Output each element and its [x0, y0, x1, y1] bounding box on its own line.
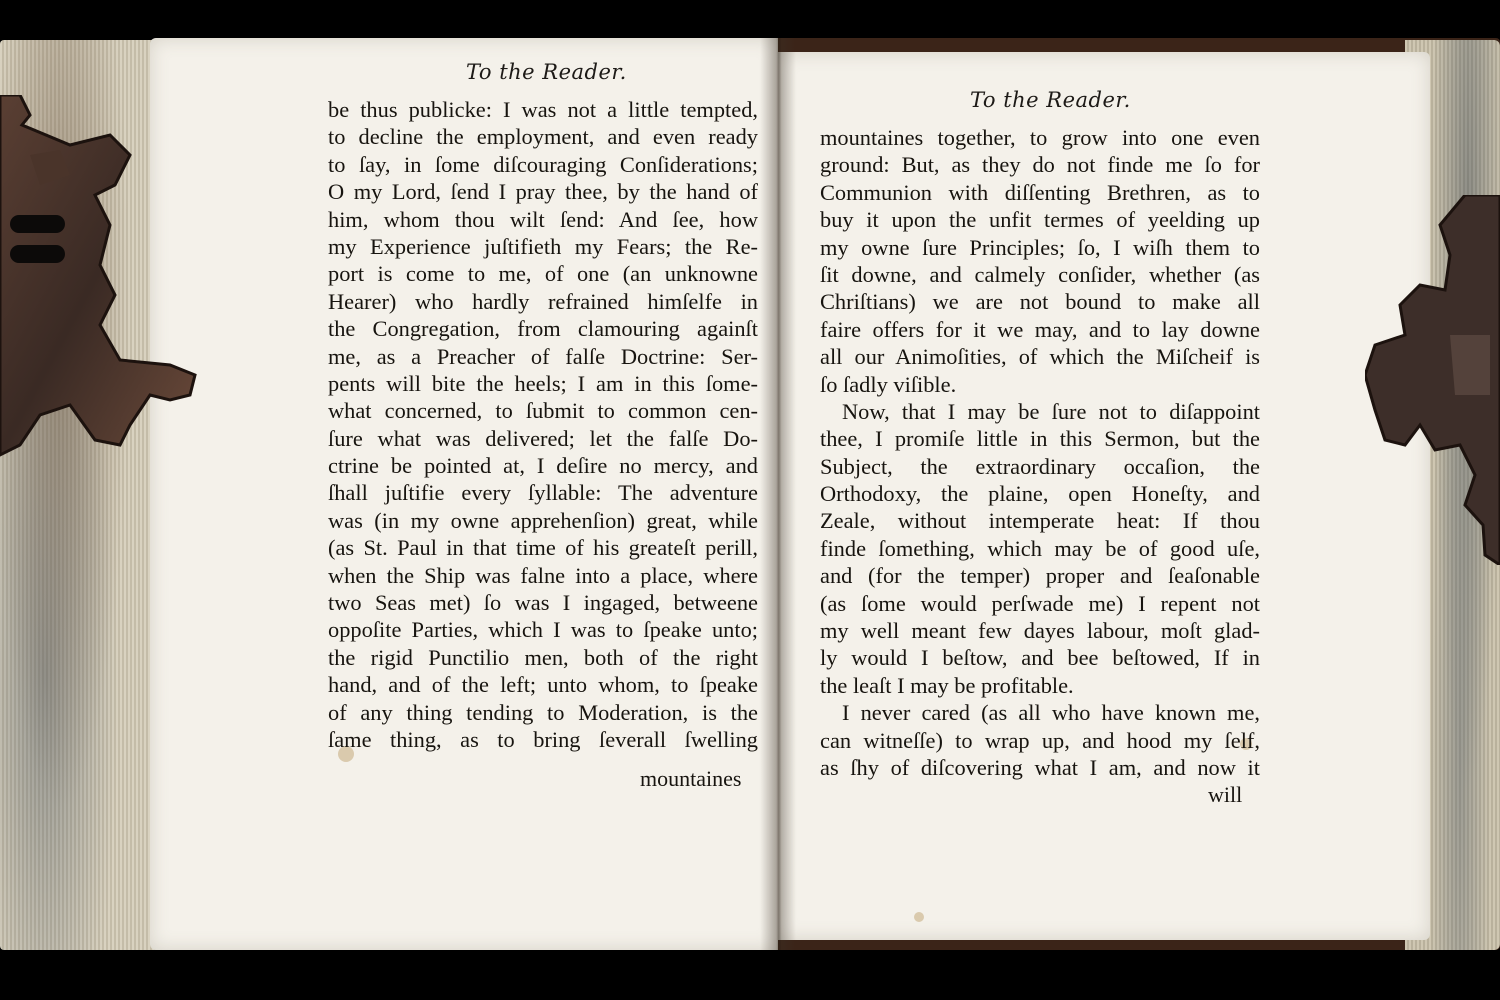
- text-line: thee, I promiſe little in this Sermon, but the: [820, 426, 1260, 452]
- paper-stain: [914, 912, 924, 922]
- text-line: can witneſſe) to wrap up, and hood my ſelf,: [820, 727, 1260, 753]
- text-line: my Experience juſtifieth my Fears; the Re-: [328, 233, 758, 259]
- text-line: be thus publicke: I was not a little tempted,: [328, 97, 758, 122]
- text-line: to ſay, in ſome diſcouraging Conſiderations;: [328, 151, 758, 177]
- text-line: ſit downe, and calmely conſider, whether (as: [820, 261, 1260, 287]
- text-line: me, as a Preacher of falſe Doctrine: Ser-: [328, 343, 758, 369]
- text-line: two Seas met) ſo was I ingaged, betweene: [328, 590, 758, 616]
- text-line: ſo ſadly viſible.: [820, 371, 957, 397]
- text-line: ſure what was delivered; let the falſe Do-: [328, 425, 758, 451]
- text-line: hand, and of the left; unto whom, to ſpeake: [328, 672, 758, 698]
- text-line: the leaſt I may be profitable.: [820, 672, 1074, 698]
- left-clasp-icon: [0, 95, 200, 495]
- text-line: O my Lord, ſend I pray thee, by the hand of: [328, 179, 758, 205]
- right-page-text: [820, 124, 1260, 781]
- running-head-left: To the Reader.: [466, 60, 627, 84]
- text-line: Chriſtians) we are not bound to make all: [820, 289, 1260, 315]
- text-line: him, whom thou wilt ſend: And ſee, how: [328, 206, 758, 232]
- text-line: what concerned, to ſubmit to common cen-: [328, 398, 758, 424]
- text-line: port is come to me, of one (an unknowne: [328, 261, 758, 287]
- catchword-right: will: [1208, 782, 1243, 807]
- text-line: when the Ship was falne into a place, where: [328, 562, 758, 588]
- text-line: Zeale, without intemperate heat: If thou: [820, 508, 1260, 534]
- text-line: ctrine be pointed at, I deſire no mercy, and: [328, 453, 758, 479]
- text-line: ly would I beſtow, and bee beſtowed, If in: [820, 645, 1260, 671]
- text-line: ground: But, as they do not finde me ſo for: [820, 152, 1260, 178]
- running-head-right: To the Reader.: [970, 88, 1131, 112]
- text-line: (as ſome would perſwade me) I repent not: [820, 590, 1260, 616]
- text-line: my well meant few dayes labour, moſt glad-: [820, 618, 1260, 644]
- catchword-left: mountaines: [640, 766, 742, 791]
- text-line: of any thing tending to Moderation, is the: [328, 699, 758, 725]
- text-line: as ſhy of diſcovering what I am, and now it: [820, 754, 1260, 780]
- text-line: mountaines together, to grow into one even: [820, 125, 1260, 150]
- text-line: Hearer) who hardly refrained himſelfe in: [328, 288, 758, 314]
- text-line: the Congregation, from clamouring againſt: [328, 316, 758, 342]
- text-line: oppoſite Parties, which I was to ſpeake unto;: [328, 617, 758, 643]
- text-line: finde ſomething, which may be of good uſe,: [820, 535, 1260, 561]
- text-line: the rigid Punctilio men, both of the right: [328, 644, 758, 670]
- text-line: Communion with diſſenting Brethren, as to: [820, 179, 1260, 205]
- text-line: (as St. Paul in that time of his greateſt perill,: [328, 535, 758, 561]
- text-line: and (for the temper) proper and ſeaſonable: [820, 563, 1260, 589]
- text-line: I never cared (as all who have known me,: [842, 700, 1260, 726]
- text-line: pents will bite the heels; I am in this ſome-: [328, 370, 758, 396]
- left-page-text: [328, 96, 758, 753]
- right-clasp-icon: [1365, 195, 1500, 565]
- text-line: faire offers for it we may, and to lay downe: [820, 316, 1260, 342]
- text-line: Subject, the extraordinary occaſion, the: [820, 453, 1260, 479]
- text-line: all our Animoſities, of which the Miſcheif is: [820, 344, 1260, 370]
- text-line: Now, that I may be ſure not to diſappoint: [842, 398, 1260, 424]
- text-line: buy it upon the unfit termes of yeelding up: [820, 207, 1260, 233]
- book-gutter: [760, 38, 796, 950]
- text-line: to decline the employment, and even ready: [328, 124, 758, 150]
- text-line: was (in my owne apprehenſion) great, while: [328, 507, 758, 533]
- text-line: Orthodoxy, the plaine, open Honeſty, and: [820, 481, 1260, 507]
- text-line: ſhall juſtifie every ſyllable: The adventure: [328, 480, 758, 506]
- text-line: ſame thing, as to bring ſeverall ſwelling: [328, 726, 758, 752]
- text-line: my owne ſure Principles; ſo, I wiſh them to: [820, 234, 1260, 260]
